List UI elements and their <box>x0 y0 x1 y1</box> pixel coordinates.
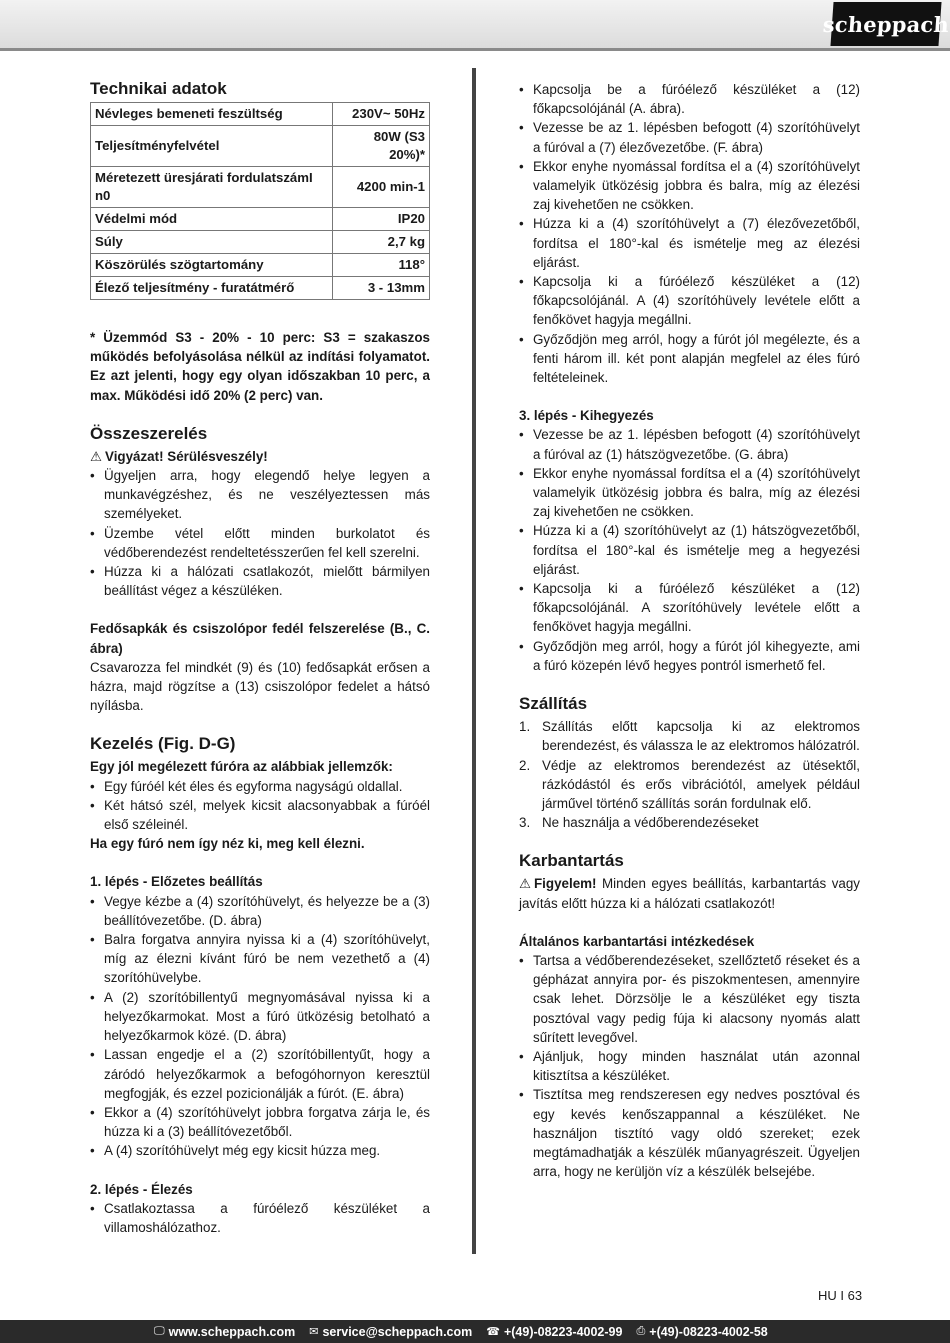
item-text: Védje az elektromos berendezést az ütésektől, rázkódástól és erős vibrációtól, amelyek például járművel történő szállítás során fordulnak elő. <box>542 757 860 811</box>
spec-label: Védelmi mód <box>91 208 333 231</box>
list-item <box>519 756 860 814</box>
item-number: 1. <box>519 719 531 735</box>
assembly-list <box>90 466 430 600</box>
list-item: • Ajánljuk, hogy minden használat után azonnal kitisztítsa a készüléket. <box>519 1047 860 1085</box>
list-item: • Ekkor enyhe nyomással fordítsa el a (4) szorítóhüvelyt valamelyik ütközésig jobbra és balra, míg az élezési zaj kivehetően ne csökken. <box>519 157 860 215</box>
step2-list <box>90 1199 430 1237</box>
list-item: • Kapcsolja ki a fúróélező készüléket a (12) főkapcsolójánál. A (4) szorítóhüvely levétele előtt a fenőkövet hagyja megállni. <box>519 272 860 330</box>
list-item: • Vegye kézbe a (4) szorítóhüvelyt, és helyezze be a (3) beállítóvezetőbe. (D. ábra) <box>90 892 430 930</box>
list-item <box>519 813 860 832</box>
list-item: • Húzza ki a hálózati csatlakozót, mielőtt bármilyen beállítást végez a készüléken. <box>90 562 430 600</box>
spec-label: Köszörülés szögtartomány <box>91 254 333 277</box>
step1-list <box>90 892 430 1161</box>
step2-continued-list <box>519 80 860 387</box>
operation-title: Kezelés (Fig. D-G) <box>90 734 236 754</box>
footer-phone <box>486 1325 622 1339</box>
spec-label: Névleges bemeneti feszültség <box>91 103 333 126</box>
spec-value: 3 - 13mm <box>333 277 430 300</box>
warning-text: Minden egyes beállítás, karbantartás vagy javítás előtt húzza ki a hálózati csatlakozót! <box>519 876 860 911</box>
assembly-title: Összeszerelés <box>90 423 208 443</box>
operation-list <box>90 777 430 835</box>
list-item <box>519 717 860 755</box>
table-row <box>91 277 430 300</box>
duty-note: * Üzemmód S3 - 20% - 10 perc: S3 = szakaszos működés befolyásolása nélkül az indítási folyamatot. Ez azt jelenti, hogy egy olyan időszakban 10 perc, a max. Működési idő 20% (2 perc) van. <box>90 330 430 403</box>
right-column <box>519 70 860 1181</box>
list-item: • Ekkor a (4) szorítóhüvelyt jobbra forgatva zárja le, és húzza ki a (3) beállítóvezetőből. <box>90 1103 430 1141</box>
phone-icon: ☎ <box>486 1326 500 1338</box>
list-item: • Ekkor enyhe nyomással fordítsa el a (4) szorítóhüvelyt valamelyik ütközésig jobbra és balra, míg az élezési zaj kivehetően ne csökken. <box>519 464 860 522</box>
spec-value: 230V~ 50Hz <box>333 103 430 126</box>
computer-icon: 🖵 <box>154 1325 165 1337</box>
assembly-warning-text: Vigyázat! Sérülésveszély! <box>105 448 268 464</box>
step3-list <box>519 425 860 675</box>
list-item: • Tisztítsa meg rendszeresen egy nedves posztóval és egy kevés kenőszappannal a készüléket. Ne használjon tisztító vagy oldó szereket; ezek megtámadhatják a készülék műanyagrészeit. Ügyeljen arra, hogy ne kerüljön víz a készülék belsejébe. <box>519 1085 860 1181</box>
step3-title: 3. lépés - Kihegyezés <box>519 408 654 424</box>
spec-label: Súly <box>91 231 333 254</box>
spec-label: Élező teljesítmény - furatátmérő <box>91 277 333 300</box>
spec-value: IP20 <box>333 208 430 231</box>
list-item: • A (2) szorítóbillentyű megnyomásával nyissa ki a helyezőkarmokat. Most a fúró ütközésig betolható a helyezőkarmok közé. (D. ábra) <box>90 988 430 1046</box>
page-number: HU I 63 <box>818 1288 863 1303</box>
caps-heading: Fedősapkák és csiszolópor fedél felszerelése (B., C. ábra) <box>90 621 430 656</box>
fax-icon: ⎙ <box>636 1325 646 1337</box>
transport-title: Szállítás <box>519 694 588 714</box>
footer-web[interactable] <box>154 1325 295 1339</box>
footer-email[interactable] <box>309 1325 472 1339</box>
list-item: • Csatlakoztassa a fúróélező készüléket a villamoshálózathoz. <box>90 1199 430 1237</box>
table-row <box>91 126 430 167</box>
transport-list <box>519 717 860 832</box>
spec-value: 80W (S3 20%)* <box>333 126 430 167</box>
item-number: 2. <box>519 757 531 773</box>
list-item: • Ügyeljen arra, hogy elegendő helye legyen a munkavégzéshez, és ne veszélyeztessen más személyeket. <box>90 466 430 524</box>
list-item: • Két hátsó szél, melyek kicsit alacsonyabbak a fúróél első széleinél. <box>90 796 430 834</box>
footer-fax <box>636 1325 767 1339</box>
table-row <box>91 231 430 254</box>
table-row <box>91 254 430 277</box>
spec-label: Teljesítményfelvétel <box>91 126 333 167</box>
list-item: • Vezesse be az 1. lépésben befogott (4) szorítóhüvelyt a fúróval az (1) hátszögvezetőbe. (G. ábra) <box>519 425 860 463</box>
item-text: Ne használja a védőberendezéseket <box>542 815 759 831</box>
maintenance-subheading: Általános karbantartási intézkedések <box>519 933 755 949</box>
left-column <box>90 70 430 1237</box>
item-text: Szállítás előtt kapcsolja ki az elektromos berendezést, és válassza le az elektromos hálózatról. <box>542 719 860 754</box>
tech-title: Technikai adatok <box>90 79 227 98</box>
spec-value: 4200 min-1 <box>333 167 430 208</box>
phone-number: +(49)-08223-4002-99 <box>503 1324 623 1339</box>
fax-number: +(49)-08223-4002-58 <box>649 1324 768 1339</box>
table-row <box>91 167 430 208</box>
column-divider <box>472 68 476 1254</box>
spec-value: 2,7 kg <box>333 231 430 254</box>
table-row <box>91 208 430 231</box>
list-item: • Húzza ki a (4) szorítóhüvelyt a (7) élezővezetőből, fordítsa el 180°-kal és ismételje meg az élezési eljárást. <box>519 214 860 272</box>
brand-logo: scheppach <box>830 2 941 46</box>
assembly-warning <box>90 447 430 466</box>
warning-icon: ⚠ <box>90 448 103 464</box>
table-row <box>91 103 430 126</box>
footer-bar <box>0 1320 950 1343</box>
list-item: • A (4) szorítóhüvelyt még egy kicsit húzza meg. <box>90 1141 430 1160</box>
list-item: • Vezesse be az 1. lépésben befogott (4) szorítóhüvelyt a fúróval a (7) élezővezetőbe. (F. ábra) <box>519 118 860 156</box>
list-item: • Lassan engedje el a (2) szorítóbillentyűt, hogy a záródó helyezőkarmok a befogóhornyon keresztül megfogják, és ezzel pozicionálják a fúrót. (E. ábra) <box>90 1045 430 1103</box>
list-item: • Kapcsolja be a fúróélező készüléket a (12) főkapcsolójánál (A. ábra). <box>519 80 860 118</box>
step1-title: 1. lépés - Előzetes beállítás <box>90 874 263 890</box>
web-link[interactable]: www.scheppach.com <box>168 1324 296 1339</box>
operation-outro: Ha egy fúró nem így néz ki, meg kell élezni. <box>90 836 365 852</box>
list-item: • Tartsa a védőberendezéseket, szellőztető réseket és a gépházat annyira por- és piszokmentesen, amennyire csak lehet. Dörzsölje le a készüléket egy tiszta posztóval vagy pedig fúja ki alacsony nyomás alatt sűrített levegővel. <box>519 951 860 1047</box>
operation-intro: Egy jól megélezett fúróra az alábbiak jellemzők: <box>90 759 393 775</box>
maintenance-title: Karbantartás <box>519 851 624 871</box>
item-number: 3. <box>519 815 531 831</box>
maintenance-list <box>519 951 860 1181</box>
list-item: • Győződjön meg arról, hogy a fúrót jól kihegyezte, ami a fúró közepén lévő hegyes pontról ismerhető fel. <box>519 637 860 675</box>
list-item: • Balra forgatva annyira nyissa ki a (4) szorítóhüvelyt, míg az élezni kívánt fúró be nem vezethető a (4) szorítóhüvelybe. <box>90 930 430 988</box>
spec-label: Méretezett üresjárati fordulatszámI n0 <box>91 167 333 208</box>
spec-table <box>90 102 430 300</box>
header-bar <box>0 0 950 51</box>
maintenance-warning <box>519 874 860 912</box>
list-item: • Üzembe vétel előtt minden burkolatot és védőberendezést rendeltetésszerűen fel kell szerelni. <box>90 524 430 562</box>
spec-value: 118° <box>333 254 430 277</box>
warning-label: Figyelem! <box>534 876 597 892</box>
caps-text: Csavarozza fel mindkét (9) és (10) fedősapkát erősen a házra, majd rögzítse a (13) csiszolópor fedelet a hátsó nyílásba. <box>90 659 430 714</box>
mail-icon: ✉ <box>309 1326 319 1338</box>
list-item: • Egy fúróél két éles és egyforma nagyságú oldallal. <box>90 777 430 796</box>
warning-icon: ⚠ <box>519 876 532 892</box>
step2-title: 2. lépés - Élezés <box>90 1181 193 1197</box>
list-item: • Húzza ki a (4) szorítóhüvelyt az (1) hátszögvezetőből, fordítsa el 180°-kal és ismételje meg a hegyezési eljárást. <box>519 521 860 579</box>
list-item: • Győződjön meg arról, hogy a fúrót jól megélezte, és a fenti három ill. két pont alapján megfelel az éles fúró feltételeinek. <box>519 330 860 388</box>
list-item: • Kapcsolja ki a fúróélező készüléket a (12) főkapcsolójánál. A szorítóhüvely levétele előtt a fenőkövet hagyja megállni. <box>519 579 860 637</box>
email-link[interactable]: service@scheppach.com <box>322 1324 473 1339</box>
